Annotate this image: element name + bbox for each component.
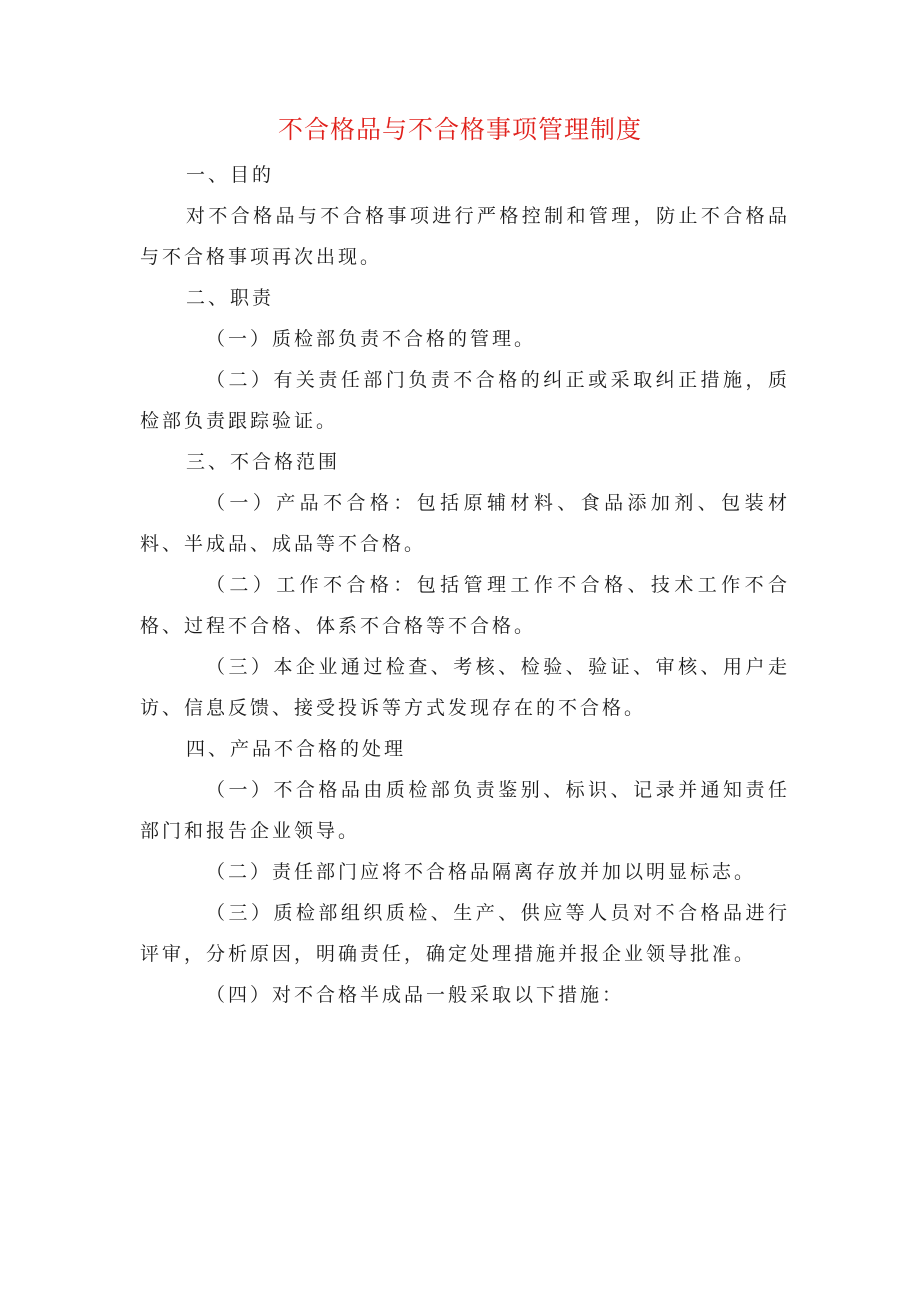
paragraph-responsibility-2: （二）有关责任部门负责不合格的纠正或采取纠正措施，质检部负责跟踪验证。 [140,369,790,432]
paragraph-handling-3: （三）质检部组织质检、生产、供应等人员对不合格品进行评审，分析原因，明确责任，确定处理措施并报企业领导批准。 [140,902,790,965]
paragraph-scope-1: （一）产品不合格：包括原辅材料、食品添加剂、包装材料、半成品、成品等不合格。 [140,492,790,555]
paragraph-handling-4: （四）对不合格半成品一般采取以下措施： [206,984,625,1006]
paragraph-responsibility-1: （一）质检部负责不合格的管理。 [206,328,537,350]
paragraph-handling-1: （一）不合格品由质检部负责鉴别、标识、记录并通知责任部门和报告企业领导。 [140,779,790,842]
document-body [140,155,790,1016]
section-heading-handling: 四、产品不合格的处理 [186,738,407,760]
section-heading-purpose: 一、目的 [186,164,275,186]
document-title: 不合格品与不合格事项管理制度 [277,115,642,144]
section-heading-scope: 三、不合格范围 [186,451,341,473]
paragraph-handling-2: （二）责任部门应将不合格品隔离存放并加以明显标志。 [206,861,757,883]
paragraph-scope-3: （三）本企业通过检查、考核、检验、验证、审核、用户走访、信息反馈、接受投诉等方式发现存在的不合格。 [140,656,790,719]
section-heading-responsibilities: 二、职责 [186,287,275,309]
paragraph-purpose: 对不合格品与不合格事项进行严格控制和管理，防止不合格品与不合格事项再次出现。 [140,205,790,268]
paragraph-scope-2: （二）工作不合格：包括管理工作不合格、技术工作不合格、过程不合格、体系不合格等不合格。 [140,574,790,637]
